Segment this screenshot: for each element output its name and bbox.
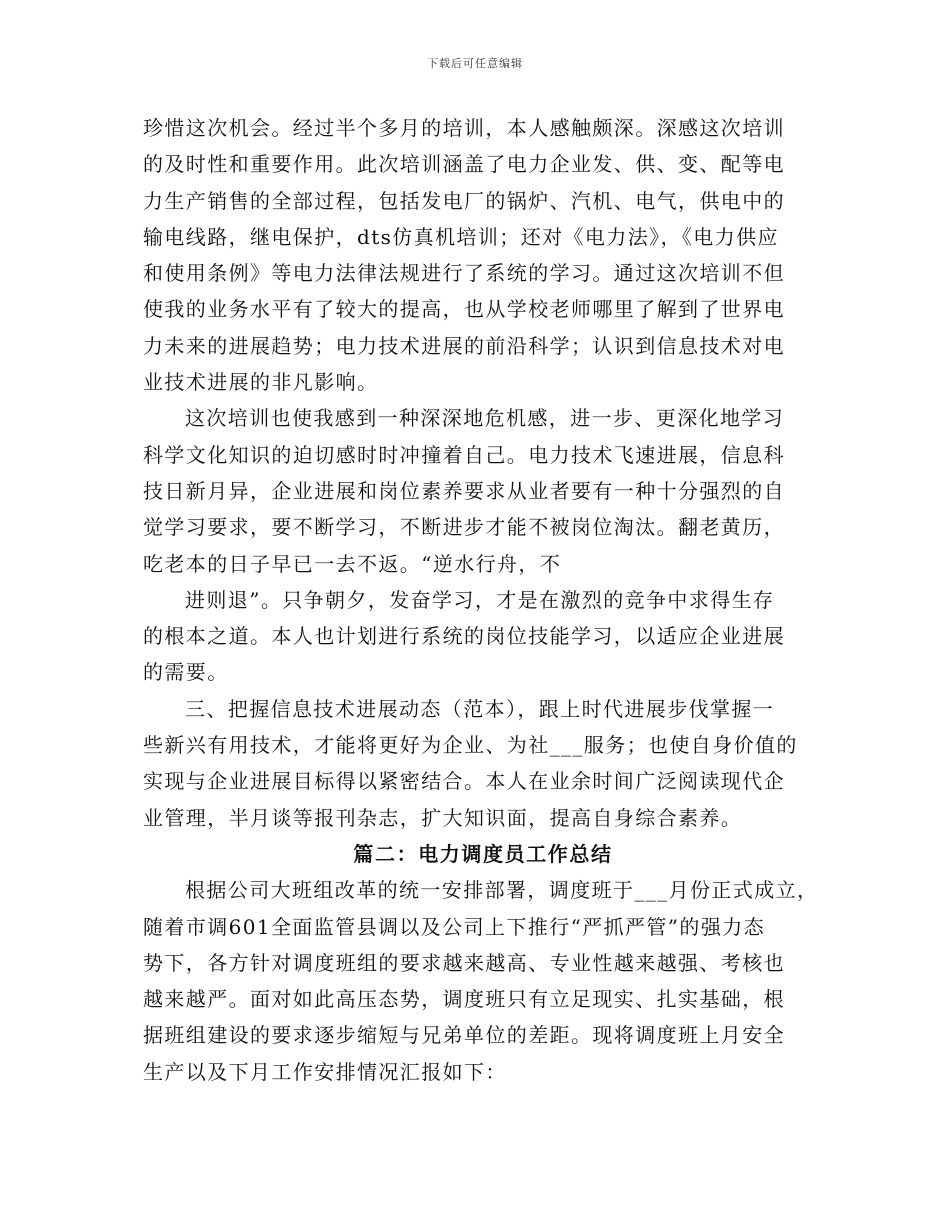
text-line: 珍惜这次机会。经过半个多月的培训，本人感触颇深。深感这次培训 xyxy=(143,116,785,140)
text-line: 三、把握信息技术进展动态（范本），跟上时代进展步伐掌握一 xyxy=(185,696,775,721)
text-line: 些新兴有用技术，才能将更好为企业、为社___服务；也使自身价值的 xyxy=(143,733,798,758)
text-line: 据班组建设的要求逐步缩短与兄弟单位的差距。现将调度班上月安全 xyxy=(143,1023,785,1048)
text-line: 和使用条例》等电力法律法规进行了系统的学习。通过这次培训不但 xyxy=(143,261,785,286)
text-line: 越来越严。面对如此高压态势，调度班只有立足现实、扎实基础，根 xyxy=(143,987,785,1012)
text-line: 技日新月异，企业进展和岗位素养要求从业者要有一种十分强烈的自 xyxy=(143,478,785,503)
text-line: 进则退”。只争朝夕，发奋学习，才是在激烈的竞争中求得生存 xyxy=(185,587,775,612)
text-line: 随着市调601全面监管县调以及公司上下推行“严抓严管”的强力态 xyxy=(143,914,766,939)
page-header: 下载后可任意编辑 xyxy=(427,57,523,70)
text-line: 势下，各方针对调度班组的要求越来越高、专业性越来越强、考核也 xyxy=(143,950,785,975)
text-line: 觉学习要求，要不断学习，不断进步才能不被岗位淘汰。翻老黄历， xyxy=(143,515,785,540)
text-line: 使我的业务水平有了较大的提高，也从学校老师哪里了解到了世界电 xyxy=(143,297,785,322)
text-line: 业管理，半月谈等报刊杂志，扩大知识面，提高自身综合素养。 xyxy=(143,805,743,830)
text-line: 的需要。 xyxy=(143,660,229,685)
text-line: 根据公司大班组改革的统一安排部署，调度班于___月份正式成立， xyxy=(185,878,819,903)
text-line: 业技术进展的非凡影响。 xyxy=(143,370,379,395)
text-line: 生产以及下月工作安排情况汇报如下： xyxy=(143,1059,507,1084)
text-line: 力生产销售的全部过程，包括发电厂的锅炉、汽机、电气，供电中的 xyxy=(143,188,785,213)
text-line: 实现与企业进展目标得以紧密结合。本人在业余时间广泛阅读现代企 xyxy=(143,769,785,794)
text-line: 的根本之道。本人也计划进行系统的岗位技能学习，以适应企业进展 xyxy=(143,624,785,649)
text-line: 力未来的进展趋势；电力技术进展的前沿科学；认识到信息技术对电 xyxy=(143,333,785,358)
text-line: 吃老本的日子早已一去不返。“逆水行舟，不 xyxy=(143,551,562,576)
text-line: 输电线路，继电保护，dts仿真机培训；还对《电力法》，《电力供应 xyxy=(143,224,779,249)
document-body xyxy=(143,110,823,1090)
text-line: 科学文化知识的迫切感时时冲撞着自己。电力技术飞速进展，信息科 xyxy=(143,442,785,467)
text-line: 的及时性和重要作用。此次培训涵盖了电力企业发、供、变、配等电 xyxy=(143,152,785,177)
section-heading: 篇二：电力调度员工作总结 xyxy=(353,841,613,866)
text-line: 这次培训也使我感到一种深深地危机感，进一步、更深化地学习 xyxy=(185,406,785,431)
